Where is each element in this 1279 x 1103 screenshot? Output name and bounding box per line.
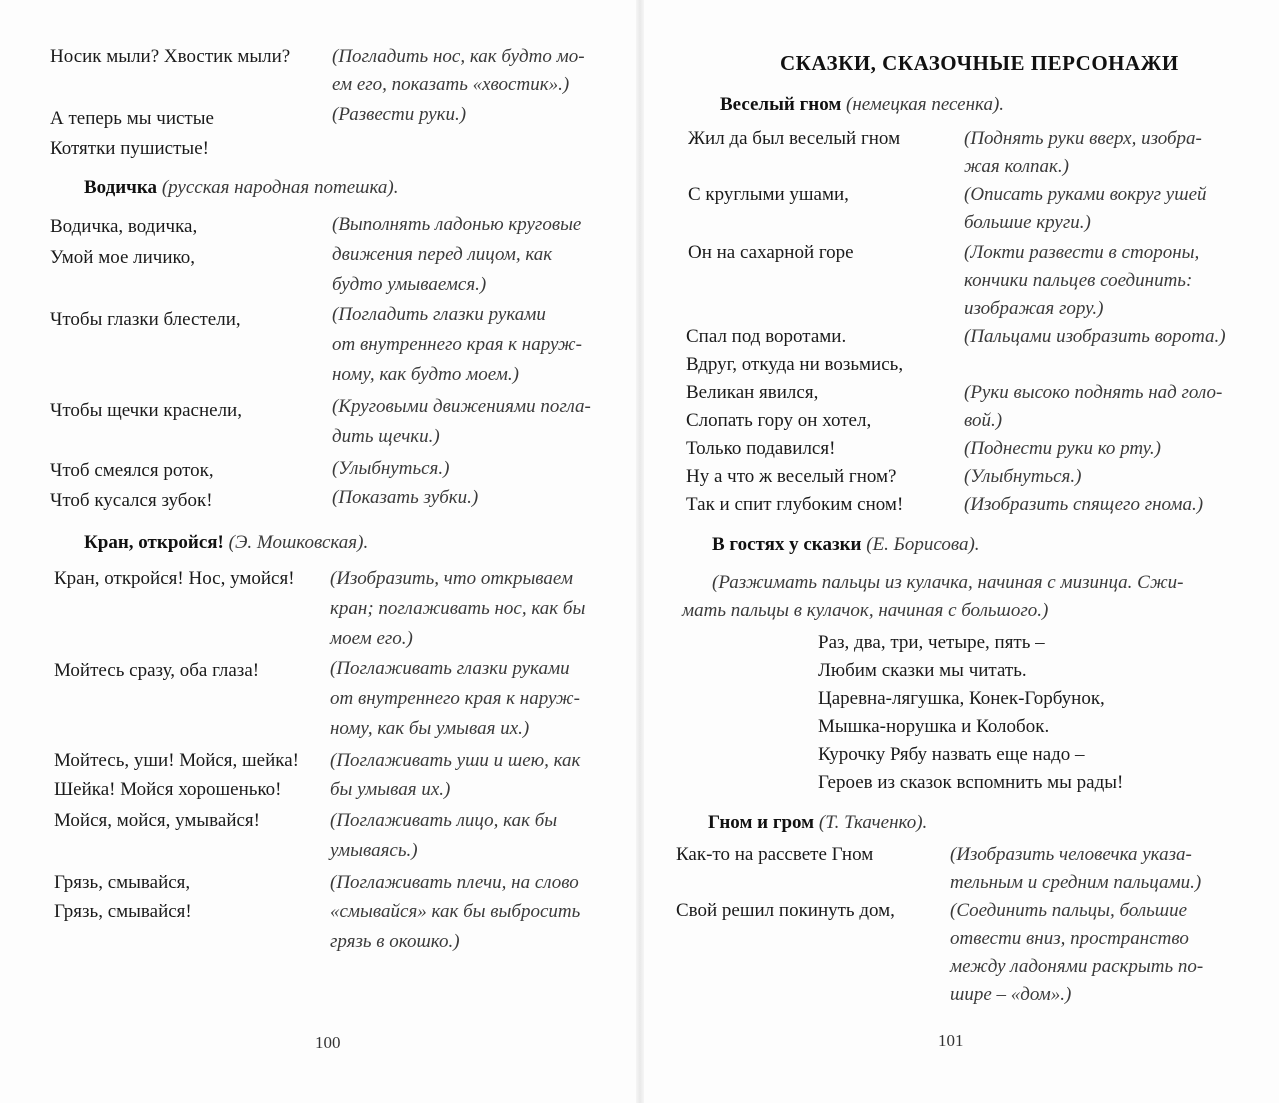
verse-line: Курочку Рябу назвать еще надо – <box>818 744 1085 765</box>
action-note: от внутреннего края к наруж- <box>330 688 580 709</box>
action-note: шире – «дом».) <box>950 984 1072 1005</box>
poem-line: Великан явился, <box>686 382 819 403</box>
poem-heading <box>712 532 980 558</box>
action-note: ем его, показать «хвостик».) <box>332 74 570 95</box>
poem-line: Чтобы глазки блестели, <box>50 309 241 330</box>
poem-line: Свой решил покинуть дом, <box>676 900 895 921</box>
poem-line: Спал под воротами. <box>686 326 847 347</box>
poem-line: Он на сахарной горе <box>688 242 854 263</box>
action-note: от внутреннего края к наруж- <box>332 334 582 355</box>
action-note: ному, как бы умывая их.) <box>330 718 530 739</box>
poem-heading <box>708 810 927 836</box>
poem-line: Чтоб смеялся роток, <box>50 460 214 481</box>
poem-line: Ну а что ж веселый гном? <box>686 466 897 487</box>
action-note: большие круги.) <box>964 212 1091 233</box>
action-note: грязь в окошко.) <box>330 931 460 952</box>
page-number: 101 <box>938 1031 964 1050</box>
poem-line: А теперь мы чистые <box>50 108 214 129</box>
action-note: (Изобразить, что открываем <box>330 568 574 589</box>
poem-line: Чтобы щечки краснели, <box>50 400 242 421</box>
verse-line: Мышка-норушка и Колобок. <box>818 716 1050 737</box>
poem-line: Жил да был веселый гном <box>688 128 901 149</box>
poem-line: Грязь, смывайся! <box>54 901 192 922</box>
right-page <box>640 0 1279 1103</box>
action-note: (Пальцами изобразить ворота.) <box>964 326 1226 347</box>
poem-heading <box>84 175 398 201</box>
poem-line: Только подавился! <box>686 438 836 459</box>
poem-line: Кран, откройся! Нос, умойся! <box>54 568 295 589</box>
poem-line: Чтоб кусался зубок! <box>50 490 213 511</box>
page-number: 100 <box>315 1033 341 1052</box>
action-note: (Поглаживать плечи, на слово <box>330 872 579 893</box>
action-note: (Круговыми движениями погла- <box>332 396 591 417</box>
action-note: (Изобразить спящего гнома.) <box>964 494 1204 515</box>
action-note: тельным и средним пальцами.) <box>950 872 1202 893</box>
poem-line: Вдруг, откуда ни возьмись, <box>686 354 904 375</box>
action-note: (Описать руками вокруг ушей <box>964 184 1207 205</box>
action-note: (Поглаживать лицо, как бы <box>330 810 558 831</box>
poem-line: С круглыми ушами, <box>688 184 849 205</box>
poem-line: Как-то на рассвете Гном <box>676 844 874 865</box>
poem-source: (Е. Борисова). <box>866 534 980 555</box>
action-note: (Локти развести в стороны, <box>964 242 1200 263</box>
action-note: (Погладить нос, как будто мо- <box>332 46 585 67</box>
action-note: отвести вниз, пространство <box>950 928 1189 949</box>
action-note: (Изобразить человечка указа- <box>950 844 1192 865</box>
poem-line: Умой мое личико, <box>50 247 196 268</box>
action-note: кончики пальцев соединить: <box>964 270 1193 291</box>
action-note: умываясь.) <box>330 840 418 861</box>
poem-heading <box>84 530 368 556</box>
action-note: (Улыбнуться.) <box>964 466 1082 487</box>
action-note: (Руки высоко поднять над голо- <box>964 382 1223 403</box>
action-note: жая колпак.) <box>964 156 1069 177</box>
action-note: «смывайся» как бы выбросить <box>330 901 581 922</box>
action-note: вой.) <box>964 410 1003 431</box>
action-note: между ладонями раскрыть по- <box>950 956 1204 977</box>
action-note: (Развести руки.) <box>332 104 467 125</box>
action-note: будто умываемся.) <box>332 274 487 295</box>
poem-line: Грязь, смывайся, <box>54 872 191 893</box>
verse-line: Героев из сказок вспомнить мы рады! <box>818 772 1124 793</box>
action-note: (Поглаживать уши и шею, как <box>330 750 581 771</box>
action-note: бы умывая их.) <box>330 779 451 800</box>
action-note: (Поднести руки ко рту.) <box>964 438 1161 459</box>
poem-title: Гном и гром <box>708 812 815 833</box>
poem-title: Водичка <box>84 177 158 198</box>
verse-line: Раз, два, три, четыре, пять – <box>818 632 1045 653</box>
action-note: (Показать зубки.) <box>332 487 479 508</box>
poem-heading <box>720 92 1004 118</box>
action-note: моем его.) <box>330 628 413 649</box>
poem-source: (русская народная потешка). <box>161 177 399 198</box>
action-note: (Соединить пальцы, большие <box>950 900 1188 921</box>
section-title: СКАЗКИ, СКАЗОЧНЫЕ ПЕРСОНАЖИ <box>780 51 1179 75</box>
instruction-line: (Разжимать пальцы из кулачка, начиная с мизинца. Сжи- <box>712 572 1184 593</box>
poem-line: Шейка! Мойся хорошенько! <box>54 779 282 800</box>
poem-line: Мойся, мойся, умывайся! <box>54 810 260 831</box>
poem-line: Мойтесь, уши! Мойся, шейка! <box>54 750 299 771</box>
action-note: (Выполнять ладонью круговые <box>332 214 582 235</box>
instruction-line: мать пальцы в кулачок, начиная с большого.) <box>682 600 1049 621</box>
poem-line: Слопать гору он хотел, <box>686 410 872 431</box>
poem-title: Веселый гном <box>720 94 842 115</box>
action-note: (Погладить глазки руками <box>332 304 546 325</box>
verse-line: Царевна-лягушка, Конек-Горбунок, <box>818 688 1105 709</box>
action-note: ному, как будто моем.) <box>332 364 519 385</box>
poem-line: Носик мыли? Хвостик мыли? <box>50 46 291 67</box>
action-note: движения перед лицом, как <box>332 244 553 265</box>
action-note: дить щечки.) <box>332 426 440 447</box>
action-note: изображая гору.) <box>964 298 1104 319</box>
poem-line: Котятки пушистые! <box>50 138 209 159</box>
poem-title: Кран, откройся! <box>84 532 224 553</box>
poem-line: Водичка, водичка, <box>50 216 198 237</box>
poem-title: В гостях у сказки <box>712 534 862 555</box>
action-note: (Поднять руки вверх, изобра- <box>964 128 1202 149</box>
poem-source: (Э. Мошковская). <box>228 532 369 553</box>
poem-line: Так и спит глубоким сном! <box>686 494 904 515</box>
action-note: (Поглаживать глазки руками <box>330 658 570 679</box>
poem-source: (Т. Ткаченко). <box>818 812 928 833</box>
verse-line: Любим сказки мы читать. <box>818 660 1027 681</box>
action-note: (Улыбнуться.) <box>332 458 450 479</box>
poem-source: (немецкая песенка). <box>846 94 1005 115</box>
poem-line: Мойтесь сразу, оба глаза! <box>54 660 260 681</box>
action-note: кран; поглаживать нос, как бы <box>330 598 586 619</box>
